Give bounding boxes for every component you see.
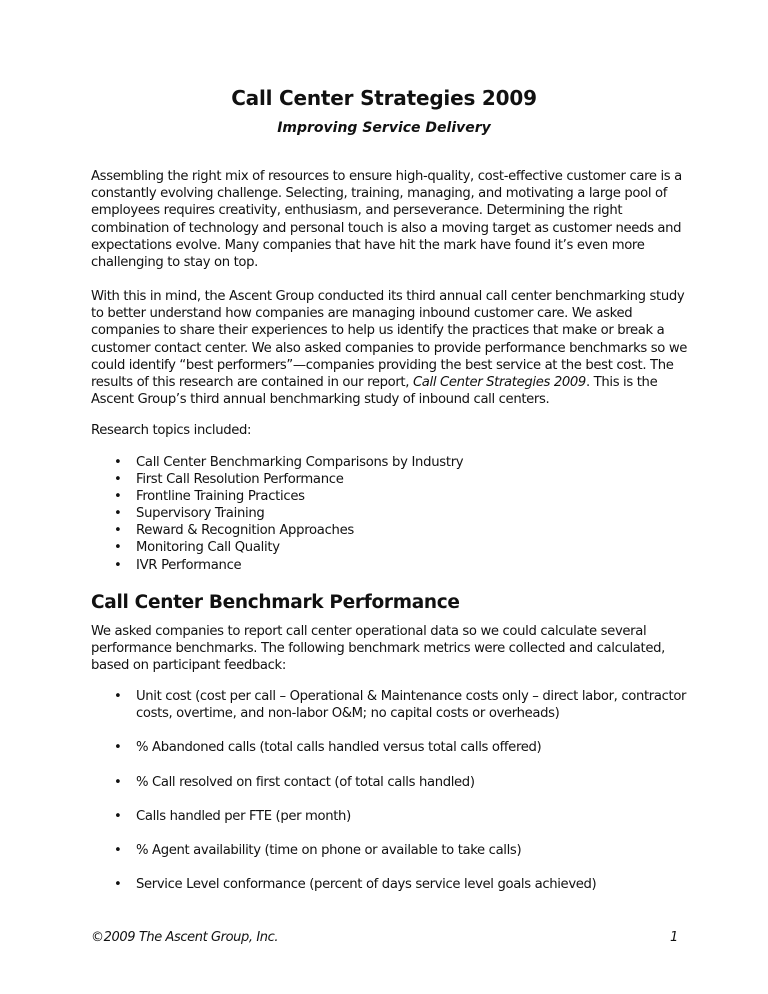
- research-topics-list: [91, 454, 691, 574]
- page-number: 1: [670, 930, 679, 945]
- intro-paragraph: Assembling the right mix of resources to ensure high-quality, cost-effective customer care is a constantly evolving challenge. Selecting, training, managing, and motivating a large pool of employees requires creativity, enthusiasm, and perseverance. Determining the right combination of technology and personal touch is also a moving target as customer needs and expectations evolve. Many companies that have hit the mark have found it’s even more challenging to stay on top.: [91, 169, 682, 271]
- section-paragraph: We asked companies to report call center operational data so we could calculate several performance benchmarks. The following benchmark metrics were collected and calculated, based on participant feedback:: [91, 624, 665, 674]
- list-item: [91, 808, 691, 825]
- bullet-icon: •: [114, 774, 122, 790]
- list-item: [91, 876, 691, 893]
- document-title: Call Center Strategies 2009: [231, 86, 537, 110]
- list-item: [91, 539, 691, 556]
- list-item: [91, 688, 691, 722]
- study-text-before: With this in mind, the Ascent Group conducted its third annual call center benchmarking study to better understand how companies are managing inbound customer care. We asked companies to share their experiences to help us identify the practices that make or break a customer contact center. We also asked companies to provide performance benchmarks so we could identify “best performers”—companies providing the best service at the best cost. The results of this research are contained in our report,: [91, 289, 688, 391]
- bullet-icon: •: [114, 523, 122, 539]
- list-item: [91, 842, 691, 859]
- bullet-icon: •: [114, 540, 122, 556]
- list-item: [91, 471, 691, 488]
- metric-label: Service Level conformance (percent of days service level goals achieved): [136, 877, 597, 893]
- list-item: [91, 488, 691, 505]
- bullet-icon: •: [114, 877, 122, 893]
- topic-label: First Call Resolution Performance: [136, 472, 344, 488]
- topic-label: Frontline Training Practices: [136, 489, 305, 505]
- bullet-icon: •: [114, 489, 122, 505]
- topic-label: Call Center Benchmarking Comparisons by Industry: [136, 455, 464, 470]
- benchmark-metrics-list: [91, 688, 691, 910]
- bullet-icon: •: [114, 843, 122, 859]
- bullet-icon: •: [114, 472, 122, 488]
- bullet-icon: •: [114, 506, 122, 522]
- list-item: [91, 739, 691, 756]
- document-subtitle: Improving Service Delivery: [277, 120, 491, 136]
- list-item: [91, 505, 691, 522]
- topic-label: IVR Performance: [136, 557, 242, 573]
- bullet-icon: •: [114, 455, 122, 470]
- report-title: Call Center Strategies 2009: [412, 375, 586, 391]
- metric-label: % Call resolved on first contact (of total calls handled): [136, 774, 475, 790]
- metric-label: Calls handled per FTE (per month): [136, 808, 351, 824]
- bullet-icon: •: [114, 740, 122, 756]
- topic-label: Monitoring Call Quality: [136, 540, 280, 556]
- list-item: [91, 774, 691, 791]
- footer-copyright: ©2009 The Ascent Group, Inc.: [91, 930, 279, 945]
- bullet-icon: •: [114, 689, 122, 704]
- study-paragraph: [91, 288, 691, 408]
- section-heading: Call Center Benchmark Performance: [91, 592, 460, 613]
- bullet-icon: •: [114, 808, 122, 824]
- study-text-after: . This is the Ascent Group’s third annual benchmarking study of inbound call centers.: [91, 375, 658, 408]
- topic-label: Supervisory Training: [136, 506, 265, 522]
- metric-label: Unit cost (cost per call – Operational & Maintenance costs only – direct labor, contractor costs, overtime, and non-labor O&M; no capital costs or overheads): [136, 689, 687, 722]
- list-item: [91, 557, 691, 574]
- bullet-icon: •: [114, 557, 122, 573]
- topic-label: Reward & Recognition Approaches: [136, 523, 354, 539]
- list-item: [91, 454, 691, 471]
- metric-label: % Abandoned calls (total calls handled versus total calls offered): [136, 740, 542, 756]
- list-item: [91, 522, 691, 539]
- topics-intro: Research topics included:: [91, 423, 252, 438]
- metric-label: % Agent availability (time on phone or available to take calls): [136, 843, 522, 859]
